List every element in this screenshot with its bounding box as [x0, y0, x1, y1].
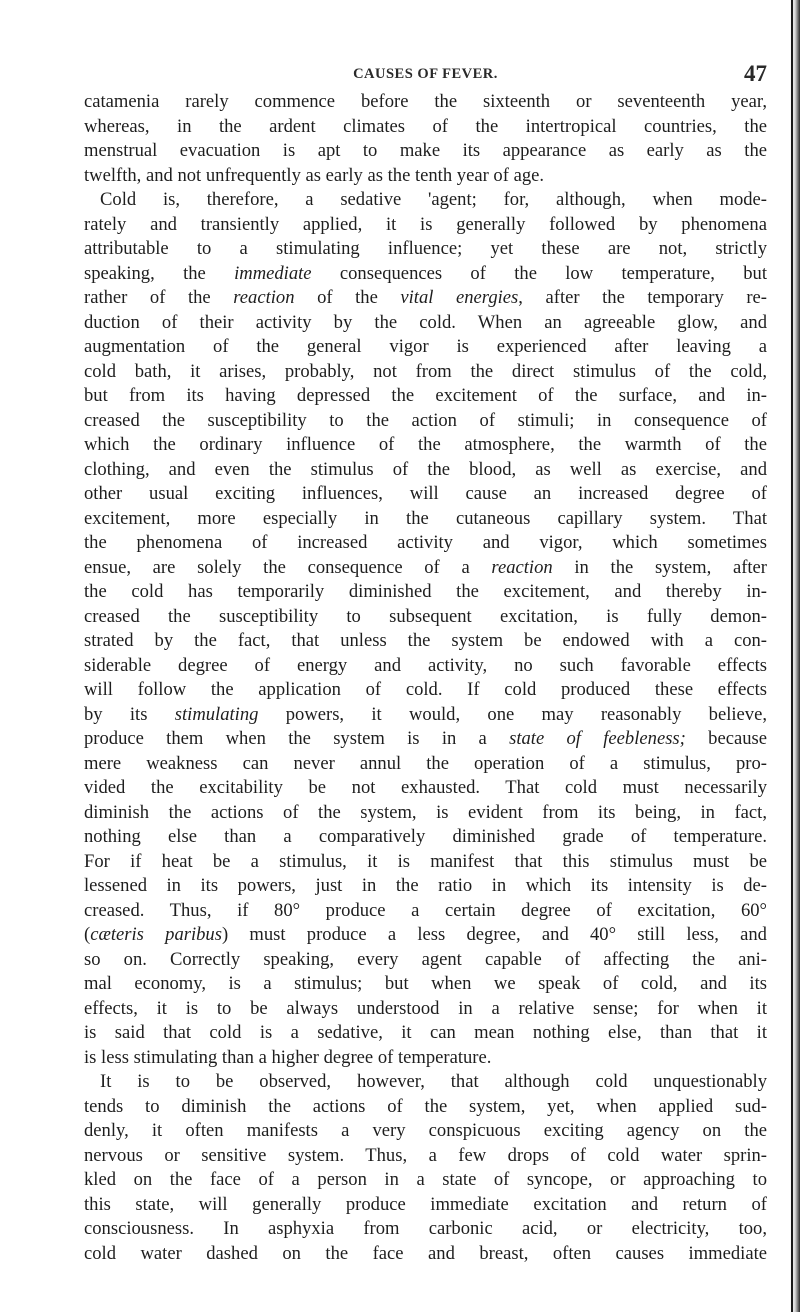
text-line: nervous or sensitive system. Thus, a few drops of cold water sprin- — [84, 1144, 767, 1166]
text-line: cold water dashed on the face and breast, often causes immediate — [84, 1242, 767, 1264]
text-line: which the ordinary influence of the atmosphere, the warmth of the — [84, 434, 767, 455]
text-line: lessened in its powers, just in the ratio in which its intensity is de- — [84, 875, 767, 896]
text-line: mere weakness can never annul the operation of a stimulus, pro- — [84, 752, 767, 774]
text-line: twelfth, and not unfrequently as early as the tenth year of age. — [84, 164, 545, 186]
text-line: is less stimulating than a higher degree of temperature. — [84, 1046, 492, 1068]
text-line: is said that cold is a sedative, it can mean nothing else, than that it — [84, 1022, 767, 1043]
text-line: consciousness. In asphyxia from carbonic acid, or electricity, too, — [84, 1218, 767, 1239]
text-line: will follow the application of cold. If cold produced these effects — [84, 679, 767, 700]
text-line: so on. Correctly speaking, every agent capable of affecting the ani- — [84, 948, 767, 970]
text-line: catamenia rarely commence before the sixteenth or seventeenth year, — [84, 91, 767, 112]
text-line: It is to be observed, however, that although cold unquestionably — [100, 1071, 767, 1092]
text-line: creased the susceptibility to subsequent excitation, is fully demon- — [84, 605, 767, 627]
text-line: rately and transiently applied, it is generally followed by phenomena — [84, 213, 767, 235]
running-title: CAUSES OF FEVER. — [353, 66, 498, 82]
text-line: vided the excitability be not exhausted. That cold must necessarily — [84, 777, 767, 798]
text-line: duction of their activity by the cold. When an agreeable glow, and — [84, 311, 767, 333]
text-line: other usual exciting influences, will cause an increased degree of — [84, 483, 767, 504]
text-line: siderable degree of energy and activity, no such favorable effects — [84, 654, 767, 676]
text-line: strated by the fact, that unless the system be endowed with a con- — [84, 630, 767, 651]
text-line: augmentation of the general vigor is experienced after leaving a — [84, 336, 767, 357]
text-line: ensue, are solely the consequence of a reaction in the system, after — [84, 556, 767, 578]
text-line: (cæteris paribus) must produce a less degree, and 40° still less, and — [84, 924, 767, 945]
text-line: menstrual evacuation is apt to make its appearance as early as the — [84, 140, 767, 161]
text-line: the phenomena of increased activity and vigor, which sometimes — [84, 532, 767, 553]
text-line: diminish the actions of the system, is evident from its being, in fact, — [84, 801, 767, 823]
page-edge-line — [791, 0, 793, 1312]
text-line: speaking, the immediate consequences of the low temperature, but — [84, 262, 767, 284]
text-line: effects, it is to be always understood in a relative sense; for when it — [84, 997, 767, 1019]
text-line: but from its having depressed the excitement of the surface, and in- — [84, 385, 767, 406]
text-line: kled on the face of a person in a state of syncope, or approaching to — [84, 1169, 767, 1190]
running-head — [84, 61, 767, 86]
text-line: nothing else than a comparatively diminished grade of temperature. — [84, 826, 767, 847]
text-line: produce them when the system is in a state of feebleness; because — [84, 728, 767, 749]
text-line: clothing, and even the stimulus of the blood, as well as exercise, and — [84, 458, 767, 480]
text-line: cold bath, it arises, probably, not from the direct stimulus of the cold, — [84, 360, 767, 382]
text-line: excitement, more especially in the cutaneous capillary system. That — [84, 507, 767, 529]
text-line: rather of the reaction of the vital energies, after the temporary re- — [84, 287, 767, 308]
text-line: creased. Thus, if 80° produce a certain degree of excitation, 60° — [84, 899, 767, 921]
body-text — [84, 90, 767, 1266]
text-line: whereas, in the ardent climates of the intertropical countries, the — [84, 115, 767, 137]
text-line: creased the susceptibility to the action of stimuli; in consequence of — [84, 409, 767, 431]
text-line: For if heat be a stimulus, it is manifest that this stimulus must be — [84, 850, 767, 872]
text-line: denly, it often manifests a very conspicuous exciting agency on the — [84, 1120, 767, 1141]
page-number: 47 — [744, 61, 767, 86]
text-line: the cold has temporarily diminished the excitement, and thereby in- — [84, 581, 767, 602]
text-line: attributable to a stimulating influence; yet these are not, strictly — [84, 238, 767, 259]
text-line: mal economy, is a stimulus; but when we speak of cold, and its — [84, 973, 767, 994]
text-line: Cold is, therefore, a sedative 'agent; for, although, when mode- — [100, 189, 767, 210]
text-line: tends to diminish the actions of the system, yet, when applied sud- — [84, 1095, 767, 1117]
text-line: by its stimulating powers, it would, one may reasonably believe, — [84, 703, 767, 725]
text-line: this state, will generally produce immediate excitation and return of — [84, 1193, 767, 1215]
